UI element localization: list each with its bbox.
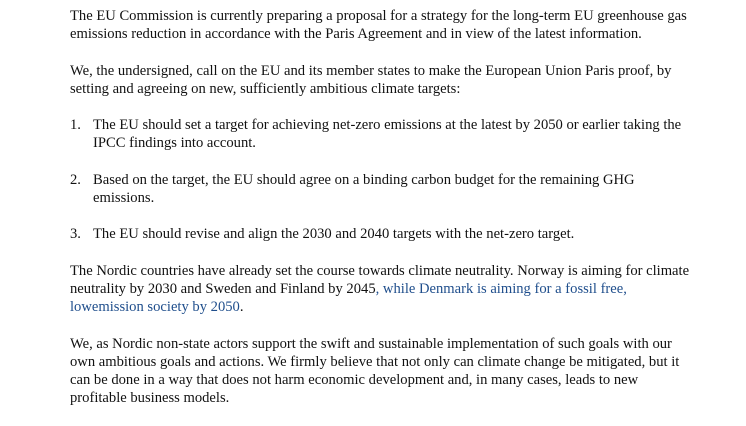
intro-paragraph: The EU Commission is currently preparing a proposal for a strategy for the long-term EU greenhouse gas emissions reduction in accordance with the Paris Agreement and in view of the latest information. — [70, 8, 687, 43]
nordic-end: . — [239, 299, 244, 316]
list-item-number: 3. — [70, 226, 81, 243]
call-paragraph: We, the undersigned, call on the EU and its member states to make the European Union Paris proof, by setting and agreeing on new, sufficiently ambitious climate targets: — [70, 62, 672, 97]
list-item — [70, 171, 690, 208]
list-item-number: 1. — [70, 117, 81, 134]
denmark-highlight-text: , while Denmark is aiming for a fossil free, lowemission society by 2050 — [70, 280, 627, 316]
closing-paragraph: We, as Nordic non-state actors support the swift and sustainable implementation of such goals with our own ambitious goals and actions. We firmly believe that not only can climate change be mitigated, but it can be done in a way that does not harm economic development and, in many cases, leads to new profitable business models. — [70, 335, 680, 407]
nordic-paragraph — [70, 262, 690, 317]
targets-list — [70, 116, 690, 243]
nordic-text: The Nordic countries have already set the course towards climate neutrality. Norway is aiming for climate neutrality by 2030 and Sweden and Finland by 2045 — [70, 262, 690, 297]
list-item-text: The EU should revise and align the 2030 and 2040 targets with the net-zero target. — [93, 226, 575, 243]
list-item — [70, 116, 690, 153]
list-item-number: 2. — [70, 171, 81, 188]
list-item-text: Based on the target, the EU should agree on a binding carbon budget for the remaining GHG emissions. — [93, 171, 635, 207]
list-item-text: The EU should set a target for achieving net-zero emissions at the latest by 2050 or earlier taking the IPCC findings into account. — [93, 117, 682, 152]
document-page — [70, 7, 690, 426]
list-item — [70, 225, 690, 243]
